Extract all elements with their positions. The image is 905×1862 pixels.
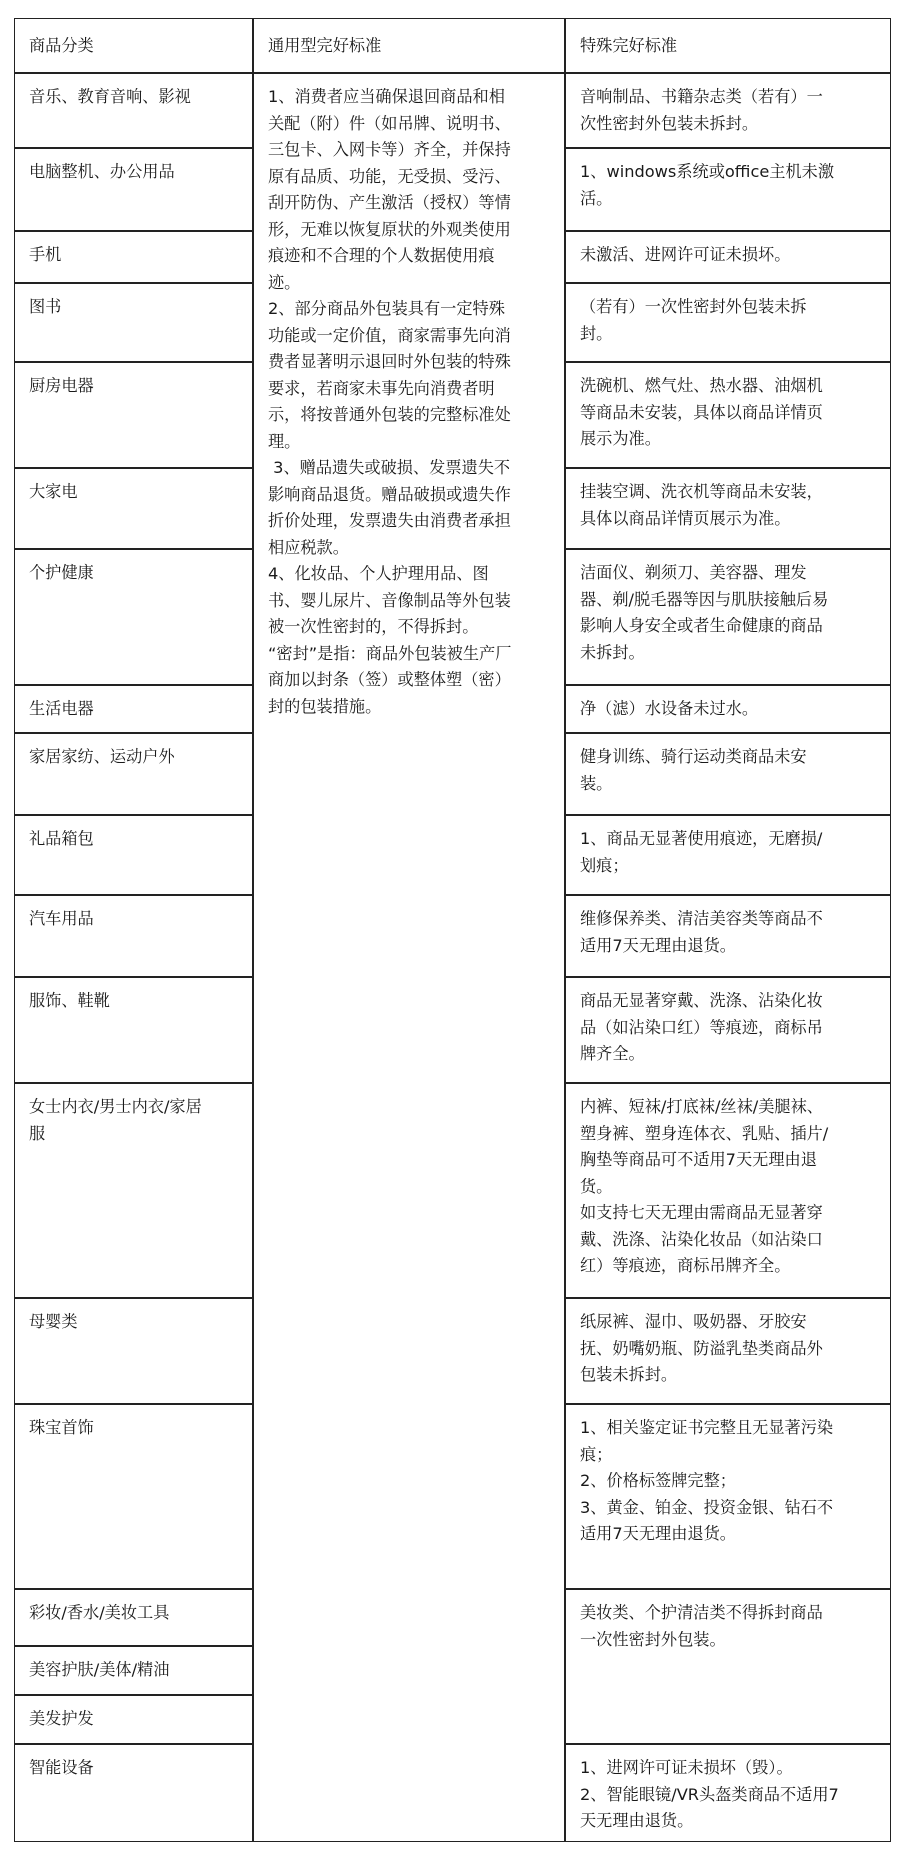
text-line: 装。 bbox=[580, 773, 613, 793]
general-text-line: 刮开防伪、产生激活（授权）等情 bbox=[268, 193, 511, 212]
general-text-line: 费者显著明示退回时外包装的特殊 bbox=[268, 352, 511, 371]
special-cell bbox=[565, 895, 891, 977]
header-special-cell bbox=[565, 18, 891, 73]
general-text-line: 迹。 bbox=[268, 272, 301, 292]
text-line: （若有）一次性密封外包装未拆 bbox=[580, 297, 807, 316]
text-line: 挂装空调、洗衣机等商品未安装， bbox=[580, 482, 823, 501]
category-cell bbox=[14, 1083, 253, 1298]
text-line: 未激活、进网许可证未损坏。 bbox=[580, 245, 791, 264]
category-cell bbox=[14, 685, 253, 733]
general-text-line: 痕迹和不合理的个人数据使用痕 bbox=[268, 246, 495, 265]
text-line: 汽车用品 bbox=[29, 909, 94, 928]
text-line: 2、智能眼镜/VR头盔类商品不适用7 bbox=[580, 1784, 839, 1804]
text-line: 抚、奶嘴奶瓶、防溢乳垫类商品外 bbox=[580, 1338, 823, 1358]
text-line: 次性密封外包装未拆封。 bbox=[580, 113, 759, 133]
text-line: 一次性密封外包装。 bbox=[580, 1629, 726, 1649]
text-line: 品（如沾染口红）等痕迹，商标吊 bbox=[580, 1017, 823, 1037]
text-line: 个护健康 bbox=[29, 563, 94, 582]
special-cell bbox=[565, 1744, 891, 1842]
text-line: 美容护肤/美体/精油 bbox=[29, 1660, 170, 1679]
general-text-line: 2、部分商品外包装具有一定特殊 bbox=[268, 299, 505, 318]
text-line: 塑身裤、塑身连体衣、乳贴、插片/ bbox=[580, 1123, 829, 1143]
general-text-line: 要求，若商家未事先向消费者明 bbox=[268, 378, 495, 398]
text-line: 家居家纺、运动户外 bbox=[29, 747, 175, 766]
text-line: 商品无显著穿戴、洗涤、沾染化妆 bbox=[580, 991, 823, 1010]
category-cell bbox=[14, 283, 253, 362]
text-line: 器、剃/脱毛器等因与肌肤接触后易 bbox=[580, 589, 829, 609]
general-text-line: 关配（附）件（如吊牌、说明书、 bbox=[268, 113, 511, 133]
special-cell-merged bbox=[565, 1589, 891, 1744]
special-cell bbox=[565, 685, 891, 733]
header-general-cell bbox=[253, 18, 565, 73]
text-line: 服 bbox=[29, 1123, 46, 1143]
general-text-line: 相应税款。 bbox=[268, 537, 349, 557]
category-cell bbox=[14, 148, 253, 231]
general-text-line: 封的包装措施。 bbox=[268, 696, 382, 716]
text-line: 珠宝首饰 bbox=[29, 1418, 94, 1437]
text-line: 生活电器 bbox=[29, 699, 94, 718]
text-line: 美发护发 bbox=[29, 1709, 94, 1728]
text-line: 红）等痕迹，商标吊牌齐全。 bbox=[580, 1256, 791, 1275]
header-category-cell bbox=[14, 18, 253, 73]
general-standard-cell bbox=[253, 73, 565, 1842]
general-text-line: 4、化妆品、个人护理用品、图 bbox=[268, 564, 489, 583]
text-line: 健身训练、骑行运动类商品未安 bbox=[580, 747, 807, 766]
header-general: 通用型完好标准 bbox=[268, 36, 382, 55]
text-line: 纸尿裤、湿巾、吸奶器、牙胶安 bbox=[580, 1312, 807, 1331]
general-text-line: 理。 bbox=[268, 431, 301, 451]
text-line: 维修保养类、清洁美容类等商品不 bbox=[580, 909, 823, 928]
text-line: 包装未拆封。 bbox=[580, 1365, 678, 1384]
text-line: 美妆类、个护清洁类不得拆封商品 bbox=[580, 1603, 823, 1622]
category-cell bbox=[14, 362, 253, 468]
special-cell bbox=[565, 468, 891, 549]
special-cell bbox=[565, 977, 891, 1083]
special-cell bbox=[565, 1404, 891, 1589]
category-cell bbox=[14, 1646, 253, 1695]
header-special: 特殊完好标准 bbox=[580, 36, 678, 55]
text-line: 洗碗机、燃气灶、热水器、油烟机 bbox=[580, 376, 823, 395]
category-cell bbox=[14, 549, 253, 685]
text-line: 胸垫等商品可不适用7天无理由退 bbox=[580, 1150, 817, 1169]
text-line: 内裤、短袜/打底袜/丝袜/美腿袜、 bbox=[580, 1097, 823, 1116]
text-line: 大家电 bbox=[29, 482, 78, 501]
text-line: 天无理由退货。 bbox=[580, 1811, 694, 1830]
general-text-line: 1、消费者应当确保退回商品和相 bbox=[268, 87, 505, 106]
text-line: 1、windows系统或office主机未激 bbox=[580, 162, 835, 181]
general-text-line: 影响商品退货。赠品破损或遗失作 bbox=[268, 484, 511, 504]
general-text-line: 书、婴儿尿片、音像制品等外包装 bbox=[268, 590, 511, 610]
category-cell bbox=[14, 1695, 253, 1744]
category-cell bbox=[14, 1589, 253, 1646]
text-line: 1、相关鉴定证书完整且无显著污染 bbox=[580, 1418, 834, 1437]
text-line: 等商品未安装，具体以商品详情页 bbox=[580, 402, 823, 422]
text-line: 3、黄金、铂金、投资金银、钻石不 bbox=[580, 1497, 834, 1517]
text-line: 戴、洗涤、沾染化妆品（如沾染口 bbox=[580, 1229, 823, 1249]
special-cell bbox=[565, 549, 891, 685]
special-cell bbox=[565, 362, 891, 468]
text-line: 女士内衣/男士内衣/家居 bbox=[29, 1097, 202, 1116]
general-text-line: 三包卡、入网卡等）齐全，并保持 bbox=[268, 140, 511, 159]
text-line: 痕； bbox=[580, 1444, 613, 1464]
text-line: 1、商品无显著使用痕迹，无磨损/ bbox=[580, 829, 823, 848]
text-line: 电脑整机、办公用品 bbox=[29, 162, 175, 181]
category-cell bbox=[14, 733, 253, 815]
general-text-line: 商加以封条（签）或整体塑（密） bbox=[268, 670, 511, 689]
text-line: 音乐、教育音响、影视 bbox=[29, 87, 191, 106]
general-text-line: 被一次性密封的，不得拆封。 bbox=[268, 617, 479, 636]
category-cell bbox=[14, 231, 253, 283]
special-cell bbox=[565, 73, 891, 148]
text-line: 母婴类 bbox=[29, 1312, 78, 1331]
category-cell bbox=[14, 73, 253, 148]
text-line: 服饰、鞋靴 bbox=[29, 991, 110, 1010]
general-text-line: 原有品质、功能，无受损、受污、 bbox=[268, 166, 511, 186]
text-line: 图书 bbox=[29, 297, 62, 316]
text-line: 活。 bbox=[580, 188, 613, 208]
text-line: 具体以商品详情页展示为准。 bbox=[580, 508, 791, 528]
text-line: 礼品箱包 bbox=[29, 829, 94, 848]
text-line: 2、价格标签牌完整； bbox=[580, 1471, 736, 1490]
text-line: 未拆封。 bbox=[580, 642, 645, 662]
text-line: 智能设备 bbox=[29, 1758, 94, 1777]
special-cell bbox=[565, 1298, 891, 1404]
general-text-line: 形，无难以恢复原状的外观类使用 bbox=[268, 219, 511, 239]
general-text-line: “密封”是指：商品外包装被生产厂 bbox=[268, 643, 512, 663]
category-cell bbox=[14, 815, 253, 895]
special-cell bbox=[565, 148, 891, 231]
category-cell bbox=[14, 1744, 253, 1842]
special-cell bbox=[565, 815, 891, 895]
special-cell bbox=[565, 231, 891, 283]
category-cell bbox=[14, 895, 253, 977]
text-line: 牌齐全。 bbox=[580, 1044, 645, 1063]
text-line: 手机 bbox=[29, 245, 62, 264]
text-line: 音响制品、书籍杂志类（若有）一 bbox=[580, 87, 823, 106]
general-text-line: 示，将按普通外包装的完整标准处 bbox=[268, 405, 511, 424]
category-cell bbox=[14, 977, 253, 1083]
text-line: 净（滤）水设备未过水。 bbox=[580, 699, 759, 718]
category-cell bbox=[14, 1404, 253, 1589]
special-cell bbox=[565, 283, 891, 362]
special-cell bbox=[565, 733, 891, 815]
text-line: 展示为准。 bbox=[580, 429, 661, 448]
text-line: 货。 bbox=[580, 1176, 613, 1196]
text-line: 影响人身安全或者生命健康的商品 bbox=[580, 616, 823, 635]
general-text-line: 折价处理，发票遗失由消费者承担 bbox=[268, 511, 511, 530]
category-cell bbox=[14, 1298, 253, 1404]
special-cell bbox=[565, 1083, 891, 1298]
text-line: 厨房电器 bbox=[29, 376, 94, 395]
text-line: 如支持七天无理由需商品无显著穿 bbox=[580, 1203, 823, 1222]
text-line: 适用7天无理由退货。 bbox=[580, 935, 736, 955]
header-category: 商品分类 bbox=[29, 36, 94, 55]
text-line: 划痕； bbox=[580, 855, 629, 875]
text-line: 适用7天无理由退货。 bbox=[580, 1524, 736, 1543]
general-text-line: 功能或一定价值，商家需事先向消 bbox=[268, 325, 511, 345]
text-line: 彩妆/香水/美妆工具 bbox=[29, 1603, 170, 1622]
text-line: 1、进网许可证未损坏（毁）。 bbox=[580, 1758, 793, 1777]
category-cell bbox=[14, 468, 253, 549]
general-text-line: 3、赠品遗失或破损、发票遗失不 bbox=[268, 458, 511, 477]
text-line: 洁面仪、剃须刀、美容器、理发 bbox=[580, 563, 807, 582]
text-line: 封。 bbox=[580, 323, 613, 343]
